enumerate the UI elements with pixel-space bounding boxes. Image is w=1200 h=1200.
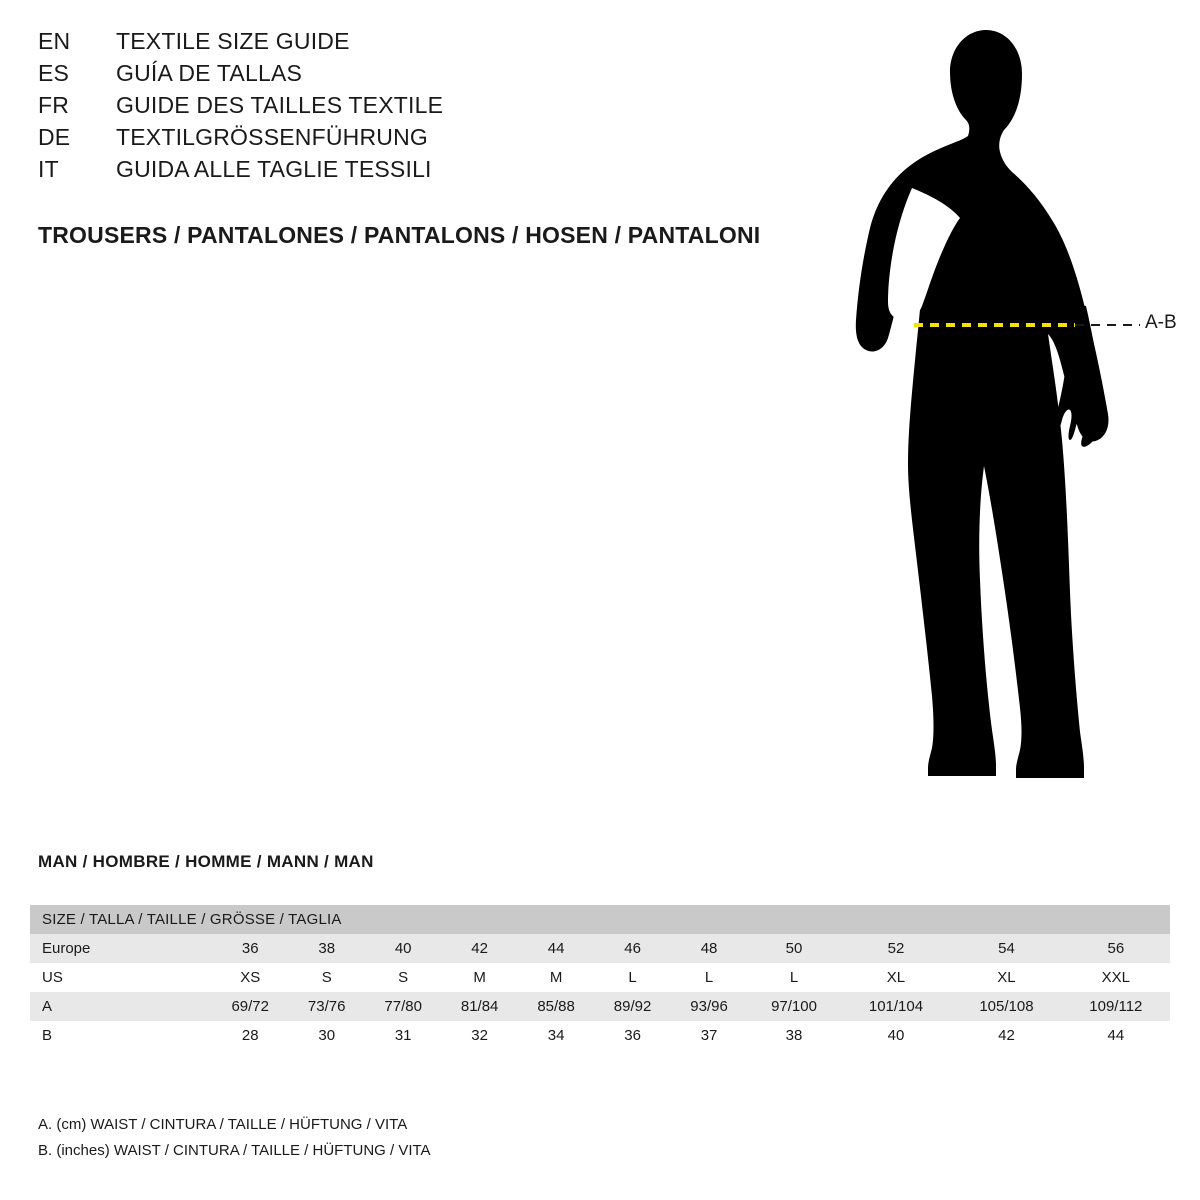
- table-section-title: MAN / HOMBRE / HOMME / MANN / MAN: [38, 852, 374, 871]
- table-header-row: [30, 905, 1170, 934]
- language-row: [38, 124, 798, 156]
- cell: 93/96: [671, 992, 747, 1021]
- language-title: TEXTILGRÖSSENFÜHRUNG: [116, 124, 428, 150]
- cell: 73/76: [288, 992, 364, 1021]
- cell: XL: [951, 963, 1061, 992]
- language-row: [38, 92, 798, 124]
- cell: 97/100: [747, 992, 840, 1021]
- cell: 48: [671, 934, 747, 963]
- language-code: DE: [38, 124, 71, 150]
- cell: 28: [212, 1021, 288, 1050]
- cell: 46: [594, 934, 670, 963]
- footnotes: [38, 1112, 431, 1164]
- cell: 30: [288, 1021, 364, 1050]
- cell: 101/104: [841, 992, 951, 1021]
- cell: S: [288, 963, 364, 992]
- row-label: A: [30, 992, 212, 1021]
- garment-type-heading: TROUSERS / PANTALONES / PANTALONS / HOSEN / PANTALONI: [38, 222, 761, 248]
- cell: M: [518, 963, 594, 992]
- row-label: US: [30, 963, 212, 992]
- cell: 105/108: [951, 992, 1061, 1021]
- row-label: B: [30, 1021, 212, 1050]
- cell: 36: [594, 1021, 670, 1050]
- cell: 36: [212, 934, 288, 963]
- cell: 34: [518, 1021, 594, 1050]
- cell: 37: [671, 1021, 747, 1050]
- cell: 44: [1062, 1021, 1170, 1050]
- language-title: GUIDE DES TAILLES TEXTILE: [116, 92, 444, 118]
- language-row: [38, 60, 798, 92]
- cell: 109/112: [1062, 992, 1170, 1021]
- language-code: ES: [38, 60, 70, 86]
- language-row: [38, 156, 798, 188]
- language-list: [38, 28, 798, 188]
- table-row: [30, 992, 1170, 1021]
- table-header-label: SIZE / TALLA / TAILLE / GRÖSSE / TAGLIA: [42, 911, 342, 928]
- language-title: GUÍA DE TALLAS: [116, 60, 303, 86]
- cell: 77/80: [365, 992, 441, 1021]
- table-row: [30, 1021, 1170, 1050]
- size-table: [30, 905, 1170, 1050]
- cell: XXL: [1062, 963, 1170, 992]
- cell: 40: [841, 1021, 951, 1050]
- language-code: FR: [38, 92, 70, 118]
- cell: 56: [1062, 934, 1170, 963]
- footnote-a: A. (cm) WAIST / CINTURA / TAILLE / HÜFTUNG / VITA: [38, 1116, 408, 1133]
- cell: 85/88: [518, 992, 594, 1021]
- cell: S: [365, 963, 441, 992]
- footnote-b: B. (inches) WAIST / CINTURA / TAILLE / HÜFTUNG / VITA: [38, 1142, 431, 1159]
- language-title: TEXTILE SIZE GUIDE: [116, 28, 350, 54]
- cell: 32: [441, 1021, 517, 1050]
- cell: 40: [365, 934, 441, 963]
- cell: 42: [951, 1021, 1061, 1050]
- cell: 38: [288, 934, 364, 963]
- cell: 50: [747, 934, 840, 963]
- cell: L: [671, 963, 747, 992]
- row-label: Europe: [30, 934, 212, 963]
- cell: 69/72: [212, 992, 288, 1021]
- cell: L: [747, 963, 840, 992]
- cell: 38: [747, 1021, 840, 1050]
- cell: 44: [518, 934, 594, 963]
- language-row: [38, 28, 798, 60]
- cell: 52: [841, 934, 951, 963]
- table-row: [30, 934, 1170, 963]
- language-code: EN: [38, 28, 71, 54]
- man-silhouette: [856, 30, 1109, 778]
- cell: M: [441, 963, 517, 992]
- table-row: [30, 963, 1170, 992]
- cell: 81/84: [441, 992, 517, 1021]
- cell: L: [594, 963, 670, 992]
- cell: XS: [212, 963, 288, 992]
- measurement-figure: [800, 20, 1200, 810]
- cell: 31: [365, 1021, 441, 1050]
- cell: 54: [951, 934, 1061, 963]
- language-code: IT: [38, 156, 59, 182]
- callout-label: A-B: [1145, 312, 1177, 333]
- cell: 42: [441, 934, 517, 963]
- cell: 89/92: [594, 992, 670, 1021]
- cell: XL: [841, 963, 951, 992]
- language-title: GUIDA ALLE TAGLIE TESSILI: [116, 156, 432, 182]
